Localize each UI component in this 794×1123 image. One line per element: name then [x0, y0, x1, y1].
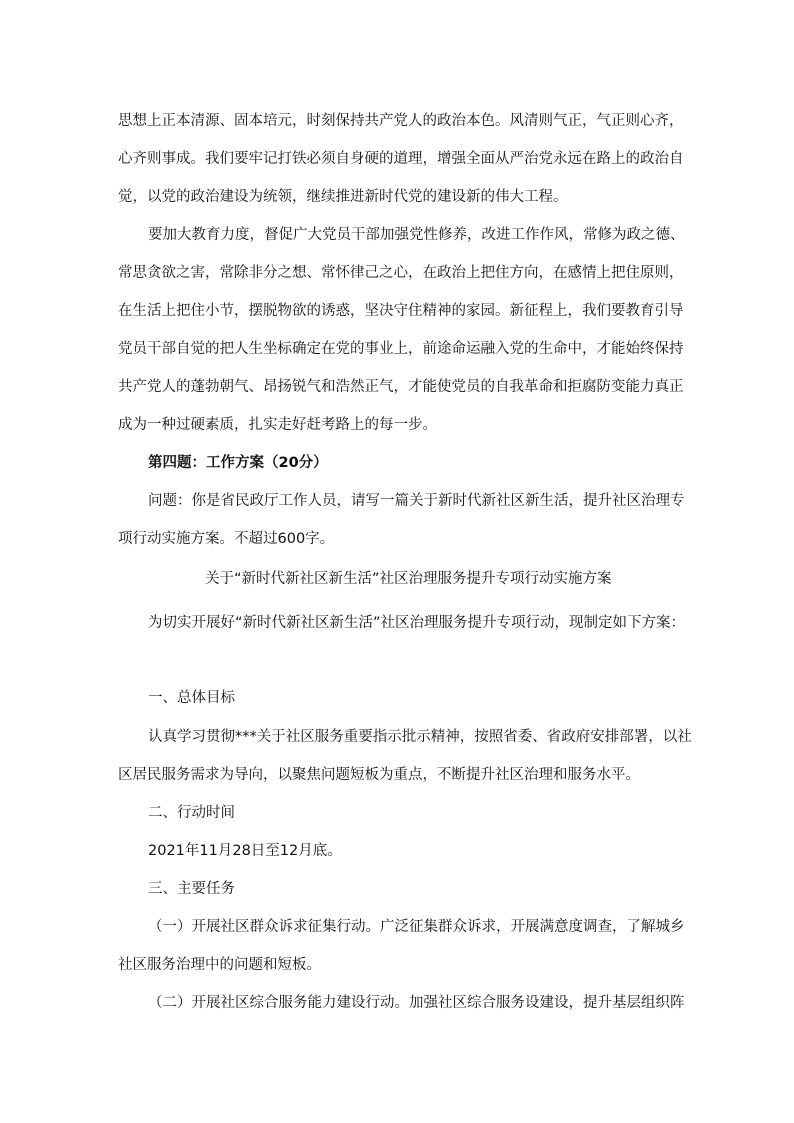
- section-heading: 三、主要任务: [148, 881, 235, 897]
- paragraph-line: 社区服务治理中的问题和短板。: [118, 957, 321, 973]
- paragraph-line: 常思贪欲之害，常除非分之想、常怀律己之心，在政治上把住方向，在感情上把住原则，: [118, 265, 684, 281]
- section-heading: 第四题：工作方案（20分）: [148, 455, 328, 471]
- paragraph-line: 为切实开展好“新时代新社区新生活”社区治理服务提升专项行动，现制定如下方案：: [148, 615, 686, 631]
- paragraph-line: （一）开展社区群众诉求征集行动。广泛征集群众诉求，开展满意度调查，了解城乡: [148, 919, 685, 935]
- paragraph-line: 觉，以党的政治建设为统领，继续推进新时代党的建设新的伟大工程。: [118, 189, 568, 205]
- paragraph-line: 心齐则事成。我们要牢记打铁必须自身硬的道理，增强全面从严治党永远在路上的政治自: [118, 151, 684, 167]
- paragraph-line: 思想上正本清源、固本培元，时刻保持共产党人的政治本色。风清则气正，气正则心齐，: [118, 113, 684, 129]
- section-heading: 一、总体目标: [148, 690, 235, 706]
- paragraph-line: 在生活上把住小节，摆脱物欲的诱惑，坚决守住精神的家园。新征程上，我们要教育引导: [118, 303, 684, 319]
- document-title: 关于“新时代新社区新生活”社区治理服务提升专项行动实施方案: [205, 571, 612, 587]
- paragraph-line: 区居民服务需求为导向，以聚焦问题短板为重点，不断提升社区治理和服务水平。: [118, 767, 640, 783]
- paragraph-line: 问题：你是省民政厅工作人员，请写一篇关于新时代新社区新生活，提升社区治理专: [148, 493, 685, 509]
- paragraph-line: 党员干部自觉的把人生坐标确定在党的事业上，前途命运融入党的生命中，才能始终保持: [118, 341, 684, 357]
- paragraph-line: 认真学习贯彻***关于社区服务重要指示批示精神，按照省委、省政府安排部署，以社: [148, 729, 692, 745]
- paragraph-line: 共产党人的蓬勃朝气、昂扬锐气和浩然正气，才能使党员的自我革命和拒腐防变能力真正: [118, 379, 684, 395]
- paragraph-line: （二）开展社区综合服务能力建设行动。加强社区综合服务设建设，提升基层组织阵: [148, 995, 685, 1011]
- paragraph-line: 项行动实施方案。不超过600字。: [118, 531, 335, 547]
- paragraph-line: 2021年11月28日至12月底。: [148, 843, 342, 859]
- paragraph-line: 要加大教育力度，督促广大党员干部加强党性修养，改进工作作风，常修为政之德、: [148, 227, 685, 243]
- section-heading: 二、行动时间: [148, 805, 235, 821]
- paragraph-line: 成为一种过硬素质，扎实走好赶考路上的每一步。: [118, 417, 437, 433]
